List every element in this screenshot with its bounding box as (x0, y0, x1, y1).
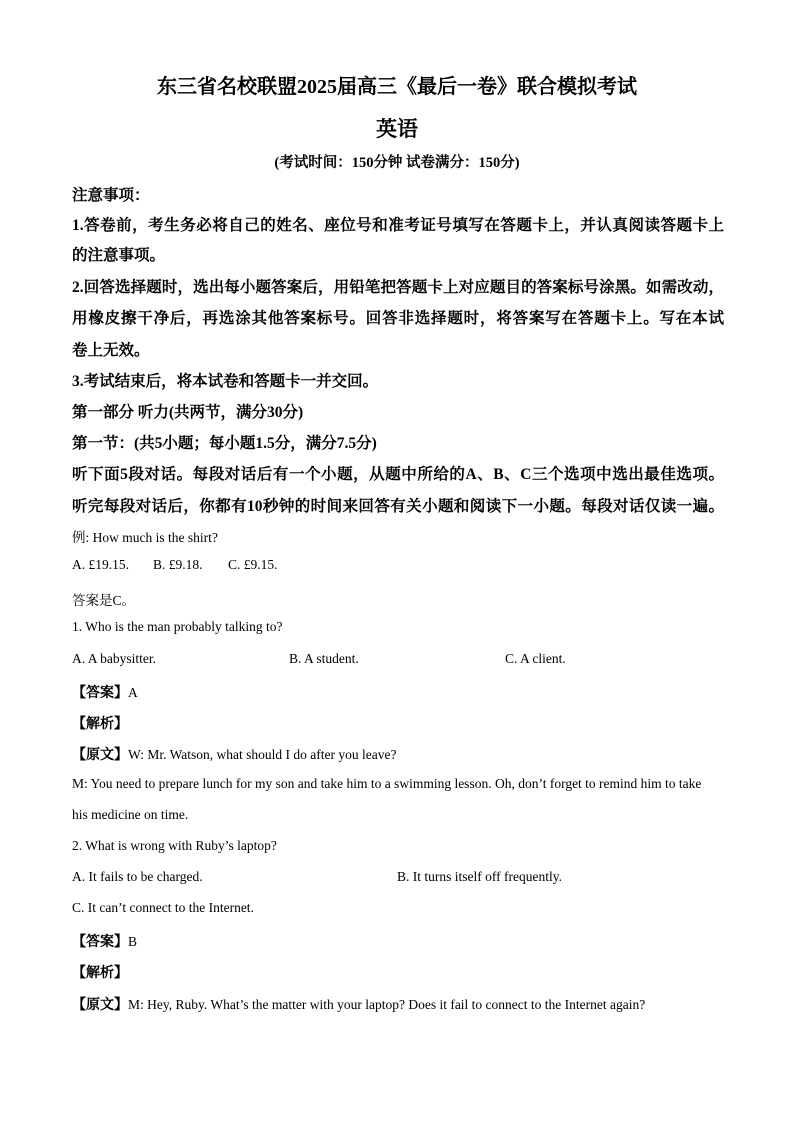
q2-transcript-row (72, 994, 724, 1014)
subject-title: 英语 (376, 117, 418, 141)
q2-analysis-row (72, 962, 724, 982)
listening-instructions-line-2: 听完每段对话后，你都有10秒钟的时间来回答有关小题和阅读下一小题。每段对话仅读一遍。 (72, 498, 724, 515)
q1-transcript-row (72, 744, 724, 764)
q2-transcript-tag: 【原文】 (72, 998, 128, 1013)
example-question: 例: How much is the shirt? (72, 530, 218, 545)
q1-analysis-row (72, 713, 724, 733)
q2-question: 2. What is wrong with Ruby’s laptop? (72, 838, 277, 853)
q1-question: 1. Who is the man probably talking to? (72, 619, 283, 634)
part1-heading: 第一部分 听力(共两节，满分30分) (72, 404, 304, 421)
q1-option-a: A. A babysitter. (72, 651, 156, 666)
q1-analysis-tag: 【解析】 (72, 717, 128, 732)
example-answer: 答案是C。 (72, 593, 136, 608)
q1-option-b: B. A student. (289, 651, 359, 666)
example-option-a: A. £19.15. (72, 557, 129, 572)
q2-answer-value: B (128, 934, 138, 949)
q2-option-b: B. It turns itself off frequently. (397, 869, 562, 884)
listening-instructions-line-1: 听下面5段对话。每段对话后有一个小题，从题中所给的A、B、C三个选项中选出最佳选项。 (72, 466, 724, 483)
notice-heading: 注意事项： (72, 187, 150, 204)
section1-heading: 第一节：(共5小题；每小题1.5分，满分7.5分) (72, 435, 377, 452)
notice-item-2-line-1: 2.回答选择题时，选出每小题答案后，用铅笔把答题卡上对应题目的答案标号涂黑。如需改动， (72, 279, 724, 296)
q2-transcript-line-1: M: Hey, Ruby. What’s the matter with your laptop? Does it fail to connect to the Internet again? (128, 997, 646, 1012)
notice-item-2-line-2: 用橡皮擦干净后，再选涂其他答案标号。回答非选择题时，将答案写在答题卡上。写在本试 (72, 310, 724, 327)
q1-transcript-line-2: M: You need to prepare lunch for my son and take him to a swimming lesson. Oh, don’t forget to remind him to take (72, 776, 702, 791)
q1-answer-row (72, 682, 724, 702)
example-option-c: C. £9.15. (228, 557, 278, 572)
q1-transcript-line-3: his medicine on time. (72, 807, 189, 822)
q1-answer-value: A (128, 685, 138, 700)
q1-transcript-tag: 【原文】 (72, 748, 128, 763)
q1-option-c: C. A client. (505, 651, 566, 666)
exam-meta: (考试时间：150分钟 试卷满分：150分) (274, 155, 520, 171)
q1-answer-tag: 【答案】 (72, 686, 128, 701)
q1-transcript-line-1: W: Mr. Watson, what should I do after you leave? (128, 747, 397, 762)
q2-answer-row (72, 931, 724, 951)
q2-analysis-tag: 【解析】 (72, 966, 128, 981)
notice-item-1-line-2: 的注意事项。 (72, 247, 166, 264)
q2-option-c: C. It can’t connect to the Internet. (72, 900, 254, 915)
q2-option-a: A. It fails to be charged. (72, 869, 203, 884)
notice-item-1-line-1: 1.答卷前，考生务必将自己的姓名、座位号和准考证号填写在答题卡上，并认真阅读答题卡上 (72, 217, 724, 234)
q2-answer-tag: 【答案】 (72, 935, 128, 950)
exam-title: 东三省名校联盟2025届高三《最后一卷》联合模拟考试 (157, 76, 637, 98)
notice-item-2-line-3: 卷上无效。 (72, 342, 150, 359)
notice-item-3: 3.考试结束后，将本试卷和答题卡一并交回。 (72, 373, 379, 390)
example-option-b: B. £9.18. (153, 557, 203, 572)
